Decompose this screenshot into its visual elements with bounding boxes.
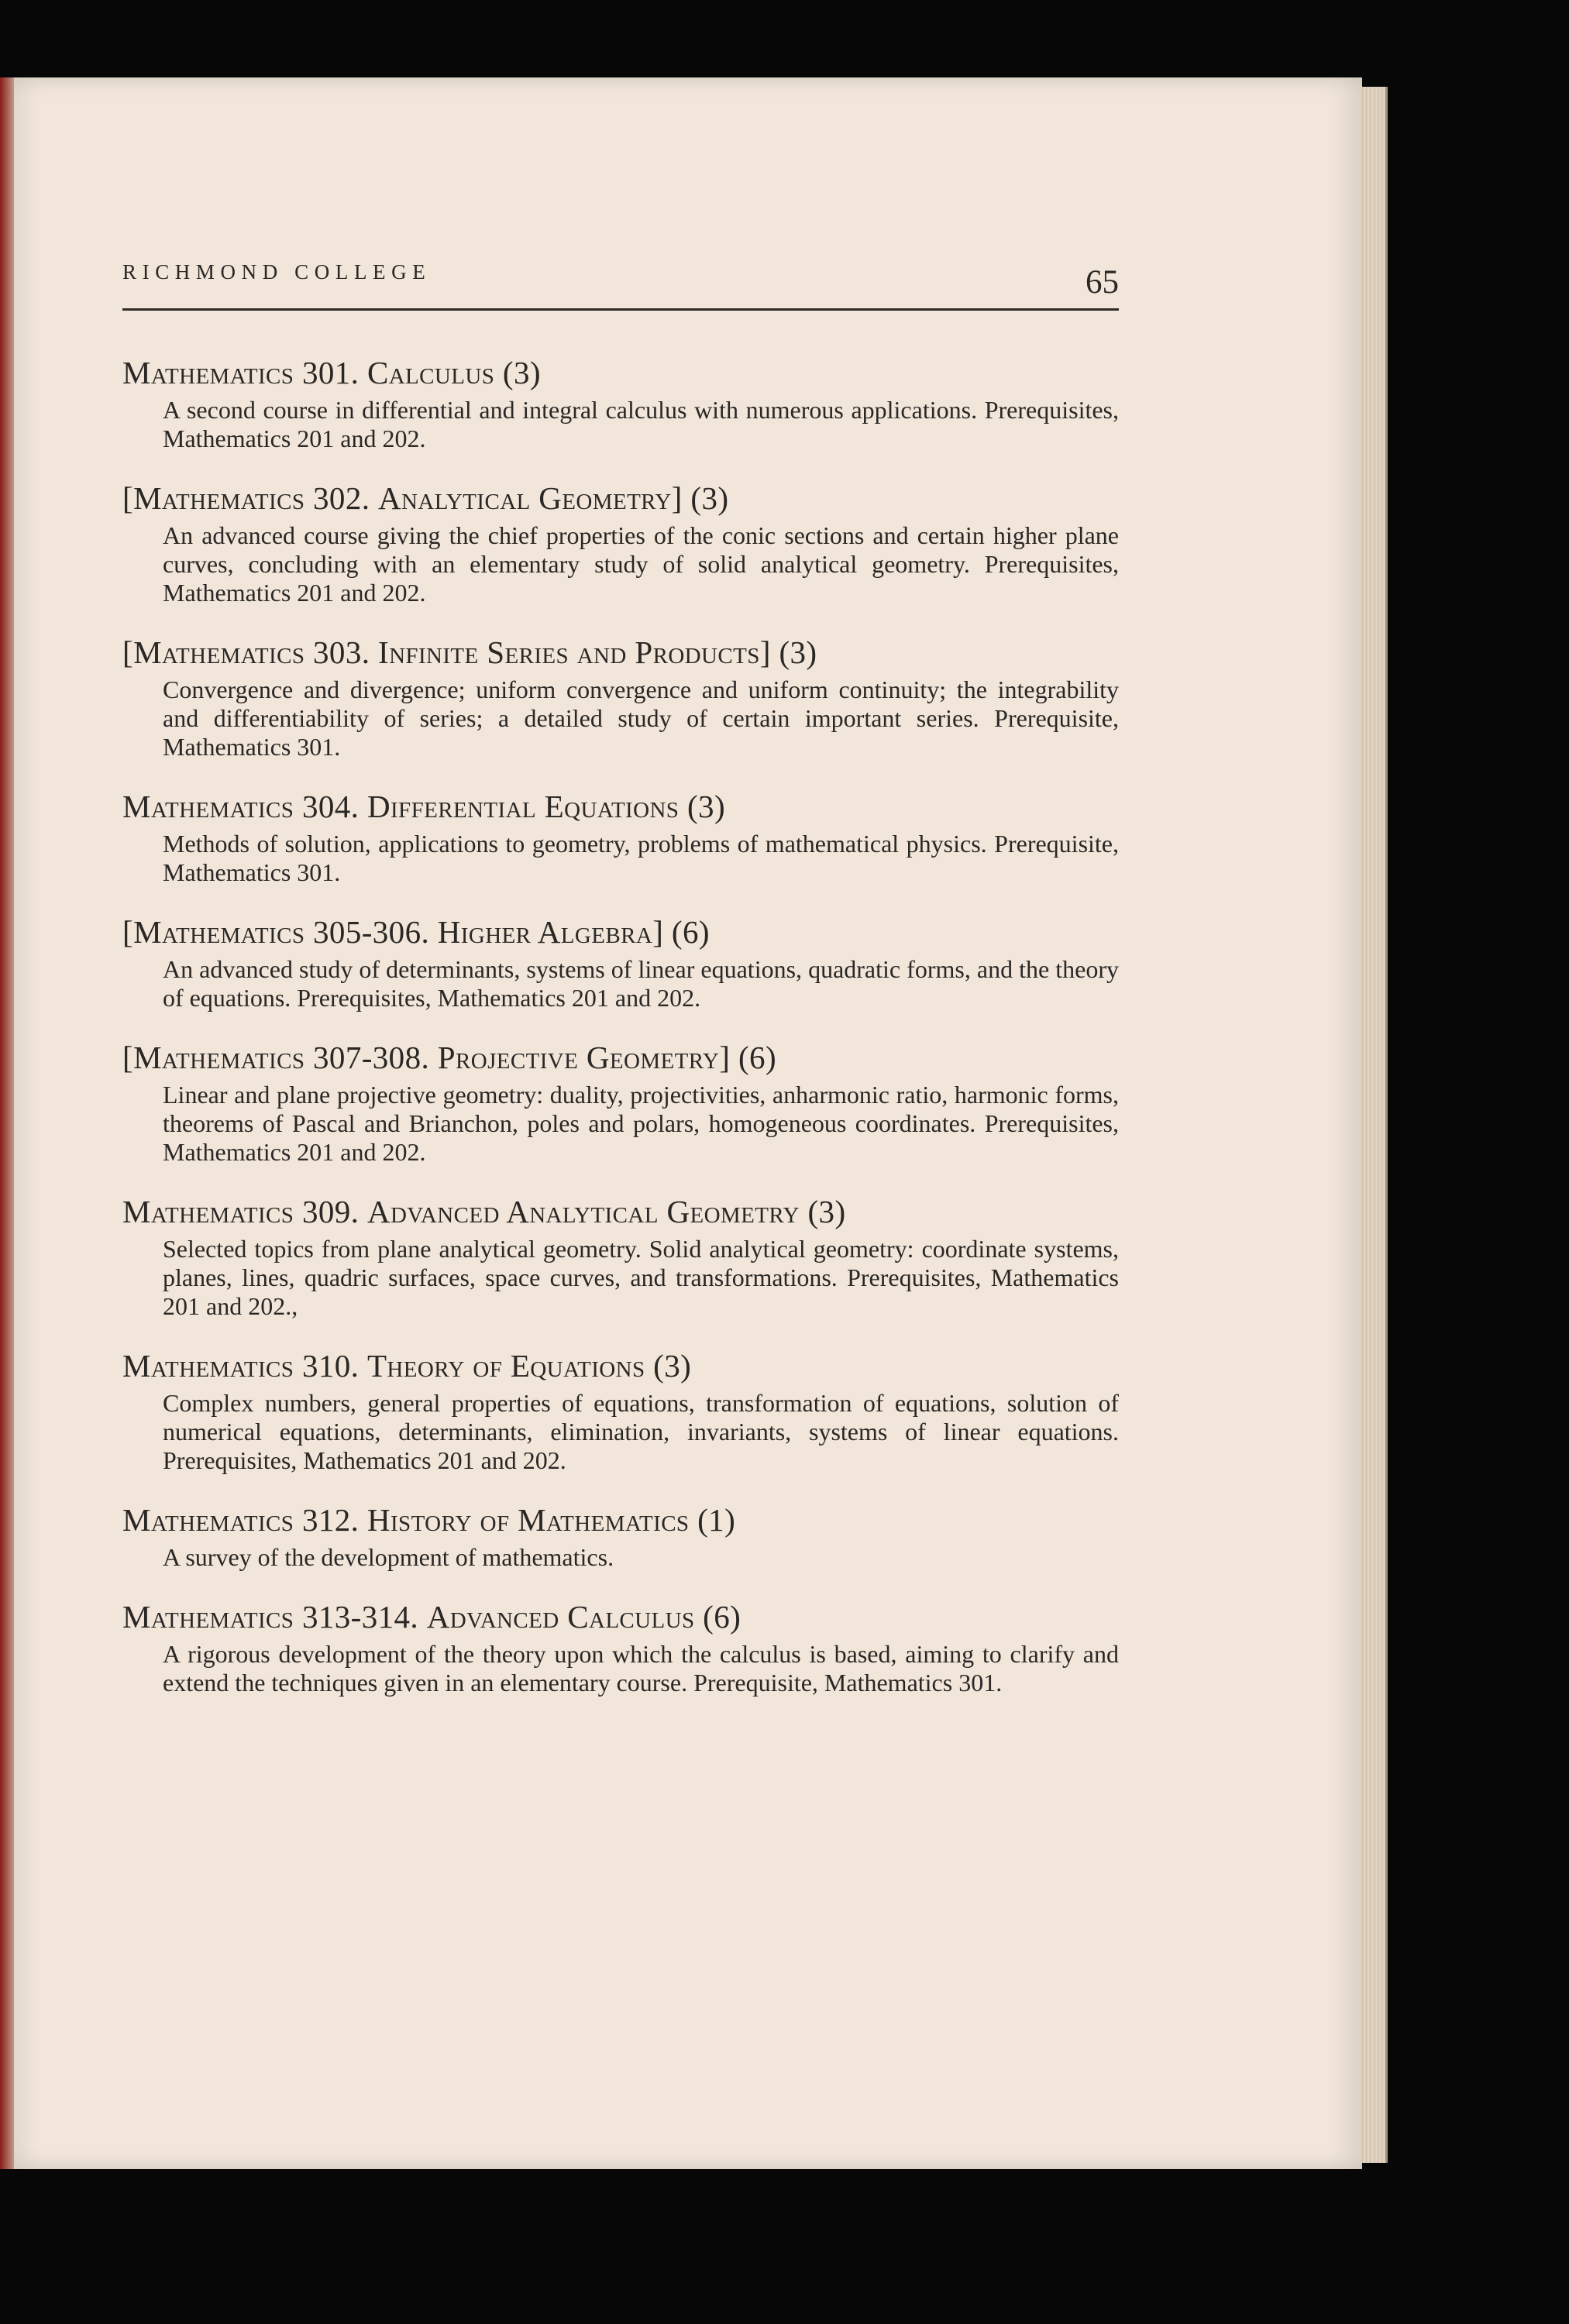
course-heading [122,786,1119,827]
close-bracket: ] [719,1040,731,1075]
course-credits: (3) [779,634,817,670]
course-credits: (3) [502,355,541,390]
close-bracket: ] [759,634,771,670]
course-number: Mathematics 303. [133,634,370,670]
open-bracket: [ [122,914,134,950]
course-heading [122,352,1119,393]
close-bracket: ] [652,914,664,950]
open-bracket: [ [122,634,134,670]
course-name: Analytical Geometry [378,480,672,516]
course-description: Linear and plane projective geometry: duality, projectivities, anharmonic ratio, harmonic forms, theorems of Pascal and Brianchon, poles and polars, homogeneous coordinates. Prerequisites, Mathematics 201 and 202. [163,1081,1119,1166]
open-bracket: [ [122,480,134,516]
course-number: Mathematics 304. [122,789,360,824]
course-heading [122,1346,1119,1386]
course-number: Mathematics 305-306. [133,914,430,950]
course-credits: (3) [690,480,729,516]
course-description: A rigorous development of the theory upon which the calculus is based, aiming to clarify and extend the techniques given in an elementary course. Prerequisite, Mathematics 301. [163,1640,1119,1697]
close-bracket: ] [671,480,683,516]
course-entry [122,352,1119,453]
course-number: Mathematics 307-308. [133,1040,430,1075]
course-heading [122,1500,1119,1540]
course-number: Mathematics 310. [122,1348,360,1384]
course-credits: (1) [697,1502,736,1538]
course-entry [122,1346,1119,1475]
course-credits: (3) [653,1348,692,1384]
course-name: Theory of Equations [366,1348,645,1384]
course-heading [122,478,1119,518]
running-head [122,260,1119,311]
course-number: Mathematics 309. [122,1194,360,1229]
course-number: Mathematics 301. [122,355,360,390]
course-description: Convergence and divergence; uniform convergence and uniform continuity; the integrability and differentiability of series; a detailed study of certain important series. Prerequisite, Mathematics 301. [163,676,1119,761]
course-credits: (6) [703,1599,741,1635]
open-bracket: [ [122,1040,134,1075]
course-number: Mathematics 302. [133,480,370,516]
course-entry [122,786,1119,887]
course-entry [122,1037,1119,1167]
course-heading [122,1037,1119,1078]
course-credits: (6) [671,914,710,950]
course-description: Methods of solution, applications to geometry, problems of mathematical physics. Prerequisite, Mathematics 301. [163,830,1119,886]
course-name: Advanced Analytical Geometry [366,1194,800,1229]
course-name: Calculus [366,355,495,390]
course-credits: (3) [687,789,726,824]
page-number: 65 [1086,264,1119,301]
running-head-title: RICHMOND COLLEGE [122,260,432,284]
course-entry [122,1500,1119,1572]
course-entry [122,632,1119,761]
course-entry [122,1191,1119,1321]
course-entry [122,912,1119,1012]
course-name: Differential Equations [366,789,680,824]
course-heading [122,1191,1119,1232]
course-name: History of Mathematics [366,1502,690,1538]
course-name: Infinite Series and Products [378,634,760,670]
course-entry [122,1597,1119,1697]
course-description: Selected topics from plane analytical geometry. Solid analytical geometry: coordinate systems, planes, lines, quadric surfaces, space curves, and transformations. Prerequisites, Mathematics 201 and 202., [163,1235,1119,1320]
course-description: A survey of the development of mathematics. [163,1543,614,1571]
course-credits: (3) [807,1194,846,1229]
course-credits: (6) [738,1040,777,1075]
course-entry [122,478,1119,607]
course-heading [122,912,1119,952]
course-number: Mathematics 313-314. [122,1599,419,1635]
course-number: Mathematics 312. [122,1502,360,1538]
course-description: An advanced course giving the chief properties of the conic sections and certain higher plane curves, concluding with an elementary study of solid analytical geometry. Prerequisites, Mathematics 201 and 202. [163,521,1119,607]
course-description: A second course in differential and integral calculus with numerous applications. Prerequisites, Mathematics 201 and 202. [163,396,1119,452]
course-description: Complex numbers, general properties of equations, transformation of equations, solution of numerical equations, determinants, elimination, invariants, systems of linear equations. Prerequisites, Mathematics 201 and 202. [163,1389,1119,1474]
course-name: Advanced Calculus [426,1599,695,1635]
course-heading [122,1597,1119,1637]
course-name: Projective Geometry [437,1040,720,1075]
course-name: Higher Algebra [437,914,653,950]
course-heading [122,632,1119,672]
course-description: An advanced study of determinants, systems of linear equations, quadratic forms, and the theory of equations. Prerequisites, Mathematics 201 and 202. [163,955,1119,1012]
course-list [122,352,1119,1722]
